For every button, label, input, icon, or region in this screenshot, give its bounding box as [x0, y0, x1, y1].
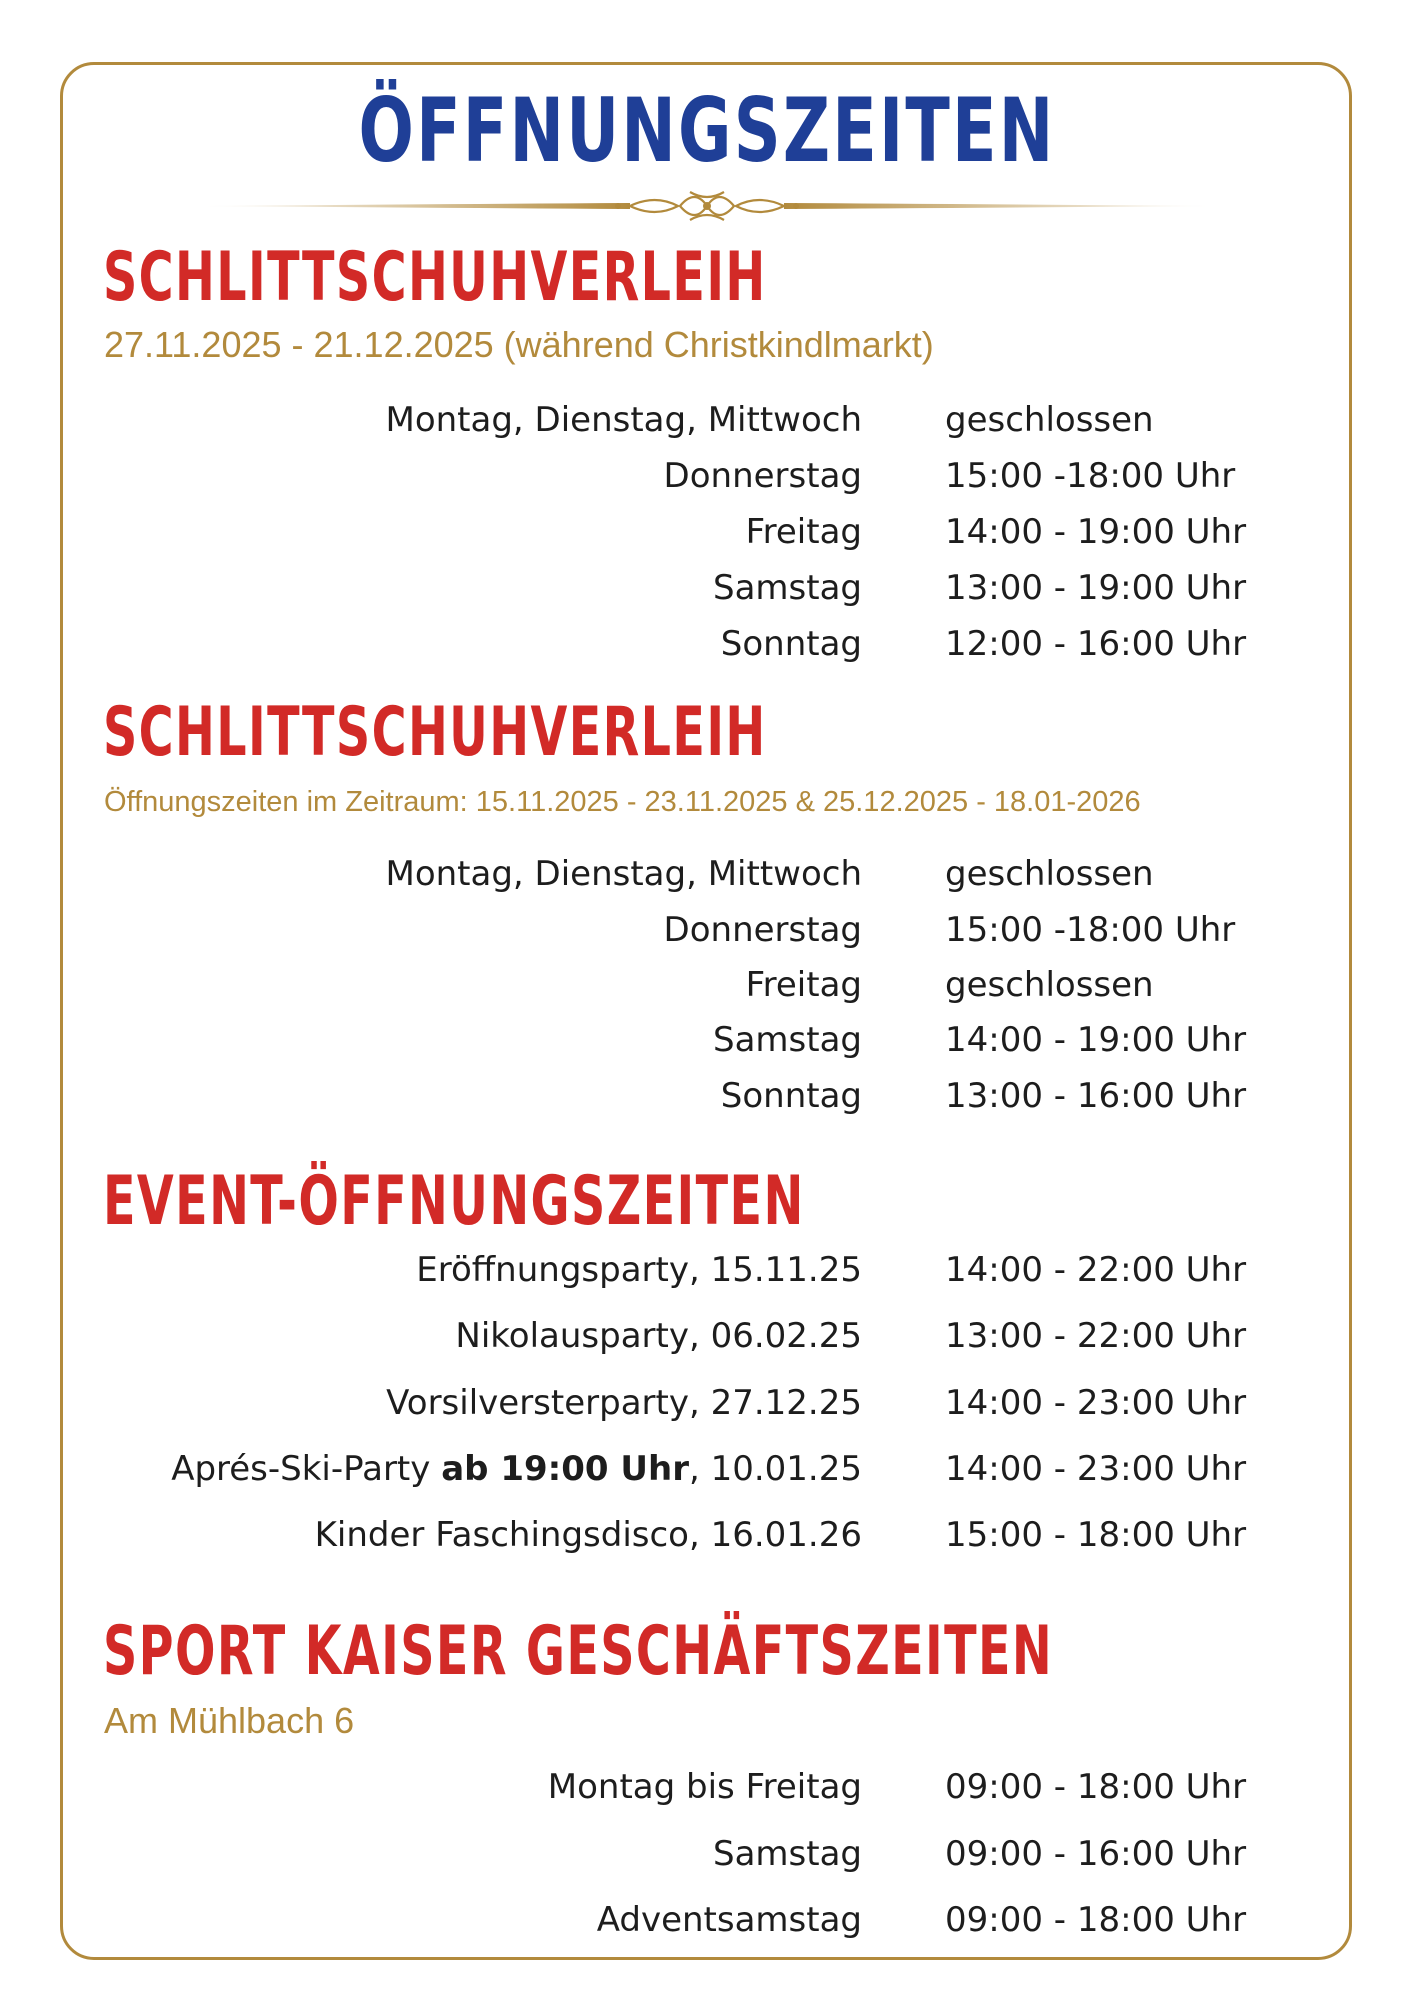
table-row — [0, 908, 1414, 952]
time-value: 13:00 - 16:00 Uhr — [945, 1076, 1247, 1116]
time-value: 09:00 - 18:00 Uhr — [945, 1900, 1247, 1940]
table-row — [0, 1248, 1414, 1292]
table-row — [0, 1513, 1414, 1557]
section-title-skate-rental-2: SCHLITTSCHUHVERLEIH — [103, 693, 767, 772]
store-address: Am Mühlbach 6 — [104, 1700, 355, 1741]
gold-ornament-divider-icon — [200, 186, 1214, 226]
time-value: geschlossen — [945, 965, 1154, 1005]
event-label: Kinder Faschingsdisco, 16.01.26 — [314, 1515, 862, 1555]
time-value: 13:00 - 19:00 Uhr — [945, 568, 1247, 608]
table-row — [0, 1898, 1414, 1942]
page-title: ÖFFNUNGSZEITEN — [358, 79, 1056, 182]
table-row — [0, 1765, 1414, 1809]
time-value: 15:00 -18:00 Uhr — [945, 456, 1236, 496]
table-row — [0, 852, 1414, 896]
section-title-skate-rental: SCHLITTSCHUHVERLEIH — [103, 238, 767, 317]
event-name: Aprés-Ski-Party — [171, 1449, 442, 1489]
time-value: 14:00 - 22:00 Uhr — [945, 1250, 1247, 1290]
day-label: Donnerstag — [663, 456, 862, 496]
table-row — [0, 1447, 1414, 1491]
event-label — [171, 1447, 862, 1491]
table-row — [0, 1381, 1414, 1425]
day-label: Montag, Dienstag, Mittwoch — [385, 854, 862, 894]
table-row — [0, 1314, 1414, 1358]
day-label: Samstag — [713, 1020, 862, 1060]
event-label: Nikolausparty, 06.02.25 — [455, 1316, 862, 1356]
section-subtitle-period: 27.11.2025 - 21.12.2025 (während Christkindlmarkt) — [104, 324, 934, 365]
day-label: Donnerstag — [663, 910, 862, 950]
time-value: 14:00 - 23:00 Uhr — [945, 1383, 1247, 1423]
time-value: 09:00 - 16:00 Uhr — [945, 1834, 1247, 1874]
day-label: Samstag — [713, 568, 862, 608]
day-label: Freitag — [745, 512, 862, 552]
time-value: 09:00 - 18:00 Uhr — [945, 1767, 1247, 1807]
table-row — [0, 510, 1414, 554]
event-label: Eröffnungsparty, 15.11.25 — [416, 1250, 862, 1290]
day-label: Freitag — [745, 965, 862, 1005]
event-label: Vorsilversterparty, 27.12.25 — [386, 1383, 862, 1423]
day-label: Montag, Dienstag, Mittwoch — [385, 400, 862, 440]
day-label: Sonntag — [720, 624, 862, 664]
time-value: 13:00 - 22:00 Uhr — [945, 1316, 1247, 1356]
table-row — [0, 398, 1414, 442]
section-title-store-hours: SPORT KAISER GESCHÄFTSZEITEN — [103, 1612, 1054, 1691]
section-subtitle-period: Öffnungszeiten im Zeitraum: 15.11.2025 - 23.11.2025 & 25.12.2025 - 18.01-2026 — [104, 786, 1141, 818]
section-title-events: EVENT-ÖFFNUNGSZEITEN — [103, 1162, 805, 1241]
table-row — [0, 454, 1414, 498]
table-row — [0, 1832, 1414, 1876]
time-value: 14:00 - 23:00 Uhr — [945, 1449, 1247, 1489]
event-note-bold: ab 19:00 Uhr — [441, 1449, 689, 1489]
day-label: Adventsamstag — [596, 1900, 862, 1940]
time-value: 14:00 - 19:00 Uhr — [945, 512, 1247, 552]
day-label: Samstag — [713, 1834, 862, 1874]
day-label: Sonntag — [720, 1076, 862, 1116]
time-value: geschlossen — [945, 854, 1154, 894]
table-row — [0, 1018, 1414, 1062]
day-label: Montag bis Freitag — [547, 1767, 862, 1807]
time-value: 15:00 - 18:00 Uhr — [945, 1515, 1247, 1555]
time-value: 15:00 -18:00 Uhr — [945, 910, 1236, 950]
table-row — [0, 622, 1414, 666]
table-row — [0, 566, 1414, 610]
table-row — [0, 1074, 1414, 1118]
time-value: 14:00 - 19:00 Uhr — [945, 1020, 1247, 1060]
time-value: 12:00 - 16:00 Uhr — [945, 624, 1247, 664]
event-date: , 10.01.25 — [688, 1449, 862, 1489]
table-row — [0, 963, 1414, 1007]
time-value: geschlossen — [945, 400, 1154, 440]
